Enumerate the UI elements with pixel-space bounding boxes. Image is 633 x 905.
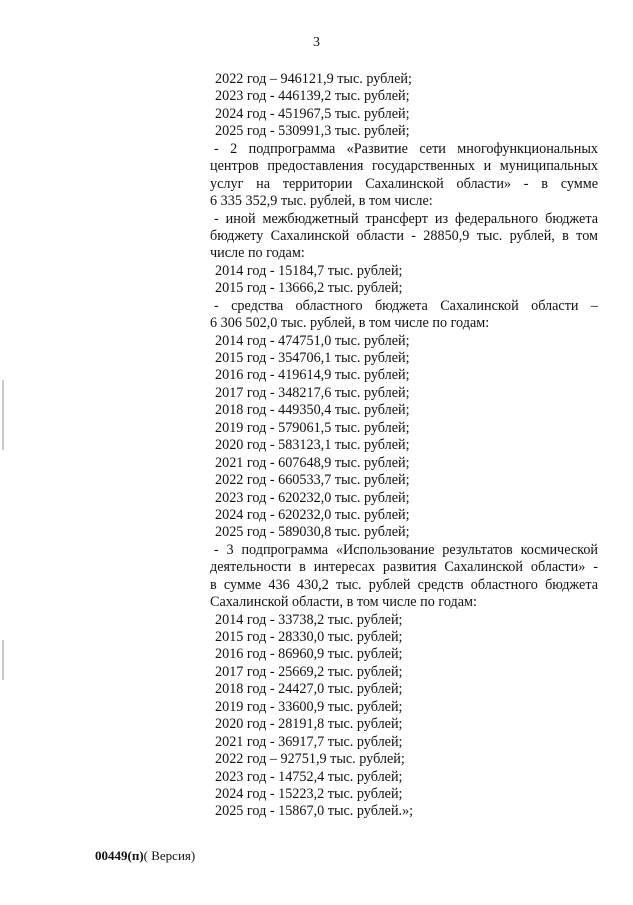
text-line: 2015 год - 13666,2 тыс. рублей; (215, 280, 403, 297)
text-line: числе по годам: (210, 245, 305, 262)
text-line: 2015 год - 354706,1 тыс. рублей; (215, 350, 410, 366)
text-line: 2022 год - 660533,7 тыс. рублей; (215, 472, 410, 489)
text-line: 2022 год – 946121,9 тыс. рублей; (215, 71, 412, 87)
text-line: - иной межбюджетный трансферт из федерального бюджета (214, 210, 598, 227)
text-line: бюджету Сахалинской области - 28850,9 тыс. рублей, в том (210, 227, 598, 244)
text-line: 2016 год - 419614,9 тыс. рублей; (215, 367, 410, 384)
text-line: услуг на территории Сахалинской области» - в сумме (210, 175, 598, 192)
scan-edge-mark (2, 380, 4, 450)
text-line: 2019 год - 33600,9 тыс. рублей; (215, 698, 403, 715)
text-line: 2020 год - 583123,1 тыс. рублей; (215, 437, 410, 454)
text-line: 2020 год - 28191,8 тыс. рублей; (215, 716, 403, 733)
text-line: 2025 год - 15867,0 тыс. рублей.»; (215, 803, 414, 820)
text-line: 2024 год - 15223,2 тыс. рублей; (215, 785, 403, 802)
text-line: 2018 год - 449350,4 тыс. рублей; (215, 402, 410, 419)
text-line: 2016 год - 86960,9 тыс. рублей; (215, 646, 403, 663)
text-line: 2023 год - 620232,0 тыс. рублей; (215, 489, 410, 506)
scan-edge-mark (2, 640, 4, 680)
text-line: 2022 год – 92751,9 тыс. рублей; (215, 751, 405, 768)
text-line: 2024 год - 620232,0 тыс. рублей; (215, 506, 410, 523)
text-line: 2024 год - 451967,5 тыс. рублей; (215, 105, 410, 122)
text-line: 6 306 502,0 тыс. рублей, в том числе по годам: (210, 315, 490, 332)
footer (95, 848, 195, 864)
text-line: 2025 год - 530991,3 тыс. рублей; (215, 123, 410, 140)
text-line: 2023 год - 14752,4 тыс. рублей; (215, 768, 403, 785)
text-line: - 2 подпрограмма «Развитие сети многофункциональных (214, 140, 598, 157)
document-version: ( Версия) (143, 848, 196, 863)
text-line: - 3 подпрограмма «Использование результатов космической (214, 541, 598, 558)
text-line: 6 335 352,9 тыс. рублей, в том числе: (210, 193, 433, 210)
text-line: 2018 год - 24427,0 тыс. рублей; (215, 681, 403, 698)
text-line: деятельности в интересах развития Сахалинской области» - (210, 559, 598, 576)
text-line: 2015 год - 28330,0 тыс. рублей; (215, 629, 403, 645)
document-code: 00449(п) (95, 848, 144, 863)
page-number: 3 (313, 35, 320, 50)
document-body (210, 71, 598, 821)
text-line: центров предоставления государственных и муниципальных (210, 158, 598, 175)
text-line: 2014 год - 15184,7 тыс. рублей; (215, 262, 403, 279)
text-line: Сахалинской области, в том числе по годам: (210, 594, 477, 611)
text-line: в сумме 436 430,2 тыс. рублей средств областного бюджета (210, 576, 598, 593)
text-line: 2014 год - 474751,0 тыс. рублей; (215, 332, 410, 349)
text-line: - средства областного бюджета Сахалинской области – (214, 297, 598, 314)
text-line: 2017 год - 25669,2 тыс. рублей; (215, 663, 403, 680)
text-line: 2021 год - 36917,7 тыс. рублей; (215, 733, 403, 750)
text-line: 2023 год - 446139,2 тыс. рублей; (215, 88, 410, 105)
text-line: 2021 год - 607648,9 тыс. рублей; (215, 454, 410, 471)
text-line: 2025 год - 589030,8 тыс. рублей; (215, 524, 410, 541)
text-line: 2017 год - 348217,6 тыс. рублей; (215, 384, 410, 401)
text-line: 2019 год - 579061,5 тыс. рублей; (215, 419, 410, 436)
text-line: 2014 год - 33738,2 тыс. рублей; (215, 611, 403, 628)
